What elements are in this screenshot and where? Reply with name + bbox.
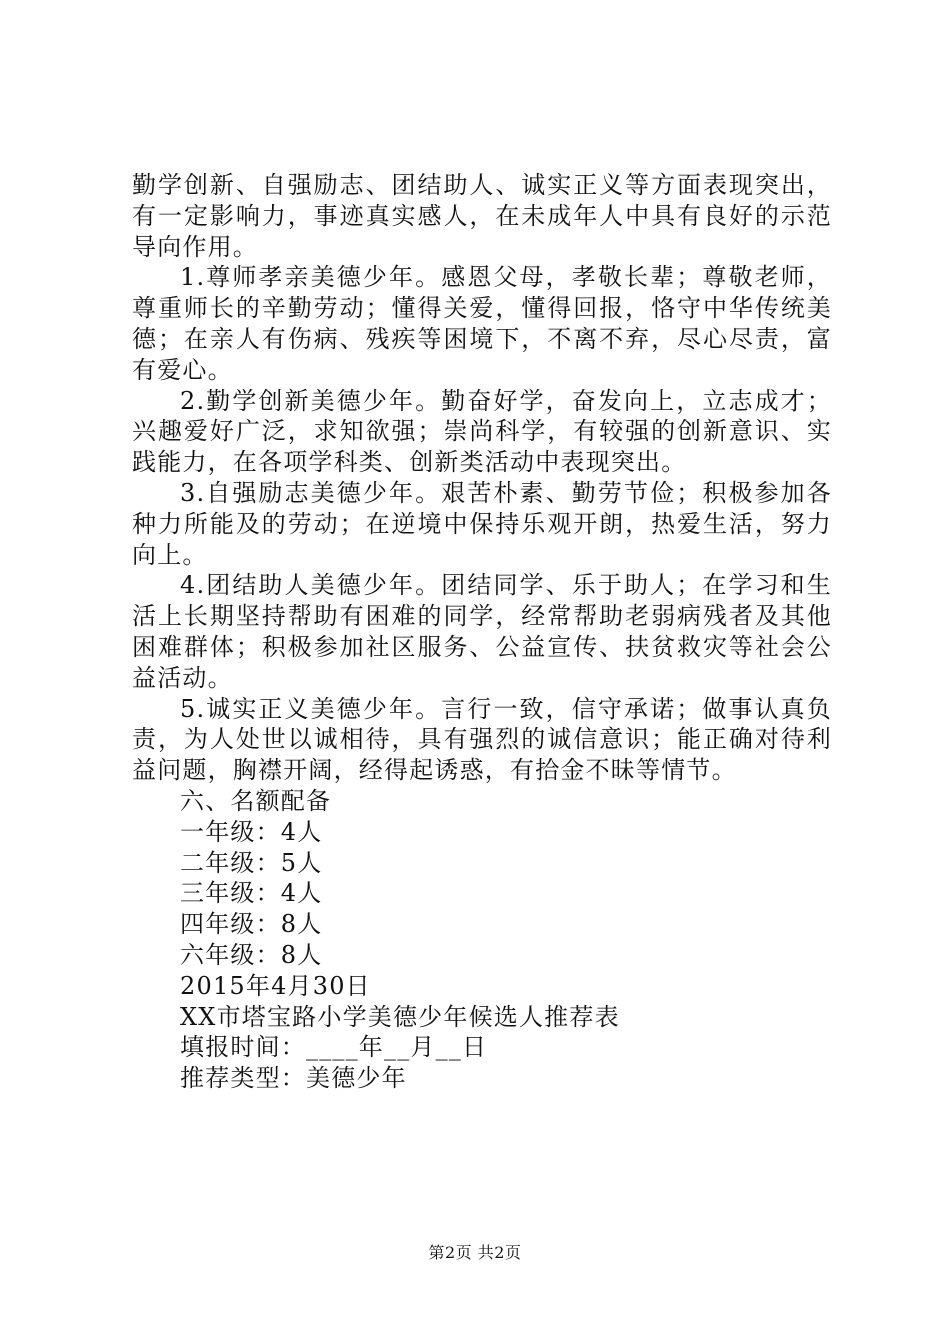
section-heading-quota: 六、名额配备 <box>180 786 332 815</box>
quota-grade-1: 一年级：4人 <box>180 817 323 846</box>
quota-grade-3: 三年级：4人 <box>180 879 323 908</box>
paragraph-criteria-4: 4.团结助人美德少年。团结同学、乐于助人；在学习和生活上长期坚持帮助有困难的同学，经常帮助老弱病残者及其他困难群体；积极参加社区服务、公益宣传、扶贫救灾等社会公益活动。 <box>132 571 832 692</box>
form-title: XX市塔宝路小学美德少年候选人推荐表 <box>180 1002 620 1031</box>
paragraph-criteria-1: 1.尊师孝亲美德少年。感恩父母，孝敬长辈；尊敬老师，尊重师长的辛勤劳动；懂得关爱，懂得回报，恪守中华传统美德；在亲人有伤病、残疾等困境下，不离不弃，尽心尽责，富有爱心。 <box>132 263 832 384</box>
paragraph-criteria-2: 2.勤学创新美德少年。勤奋好学，奋发向上，立志成才；兴趣爱好广泛，求知欲强；崇尚科学，有较强的创新意识、实践能力，在各项学科类、创新类活动中表现突出。 <box>132 386 832 477</box>
page-footer: 第2页 共2页 <box>428 1243 522 1262</box>
quota-grade-6: 六年级：8人 <box>180 940 323 969</box>
quota-grade-2: 二年级：5人 <box>180 848 323 877</box>
quota-grade-4: 四年级：8人 <box>180 910 323 939</box>
form-fill-date: 填报时间：____年__月__日 <box>180 1033 488 1062</box>
paragraph-intro-continuation: 勤学创新、自强励志、团结助人、诚实正义等方面表现突出，有一定影响力，事迹真实感人，在未成年人中具有良好的示范导向作用。 <box>132 171 832 261</box>
document-date: 2015年4月30日 <box>180 971 371 1000</box>
form-recommend-type: 推荐类型：美德少年 <box>180 1064 407 1093</box>
paragraph-criteria-3: 3.自强励志美德少年。艰苦朴素、勤劳节俭；积极参加各种力所能及的劳动；在逆境中保持乐观开朗，热爱生活，努力向上。 <box>132 478 832 569</box>
paragraph-criteria-5: 5.诚实正义美德少年。言行一致，信守承诺；做事认真负责，为人处世以诚相待，具有强烈的诚信意识；能正确对待利益问题，胸襟开阔，经得起诱惑，有拾金不昧等情节。 <box>132 694 832 785</box>
document-body <box>132 170 832 1094</box>
